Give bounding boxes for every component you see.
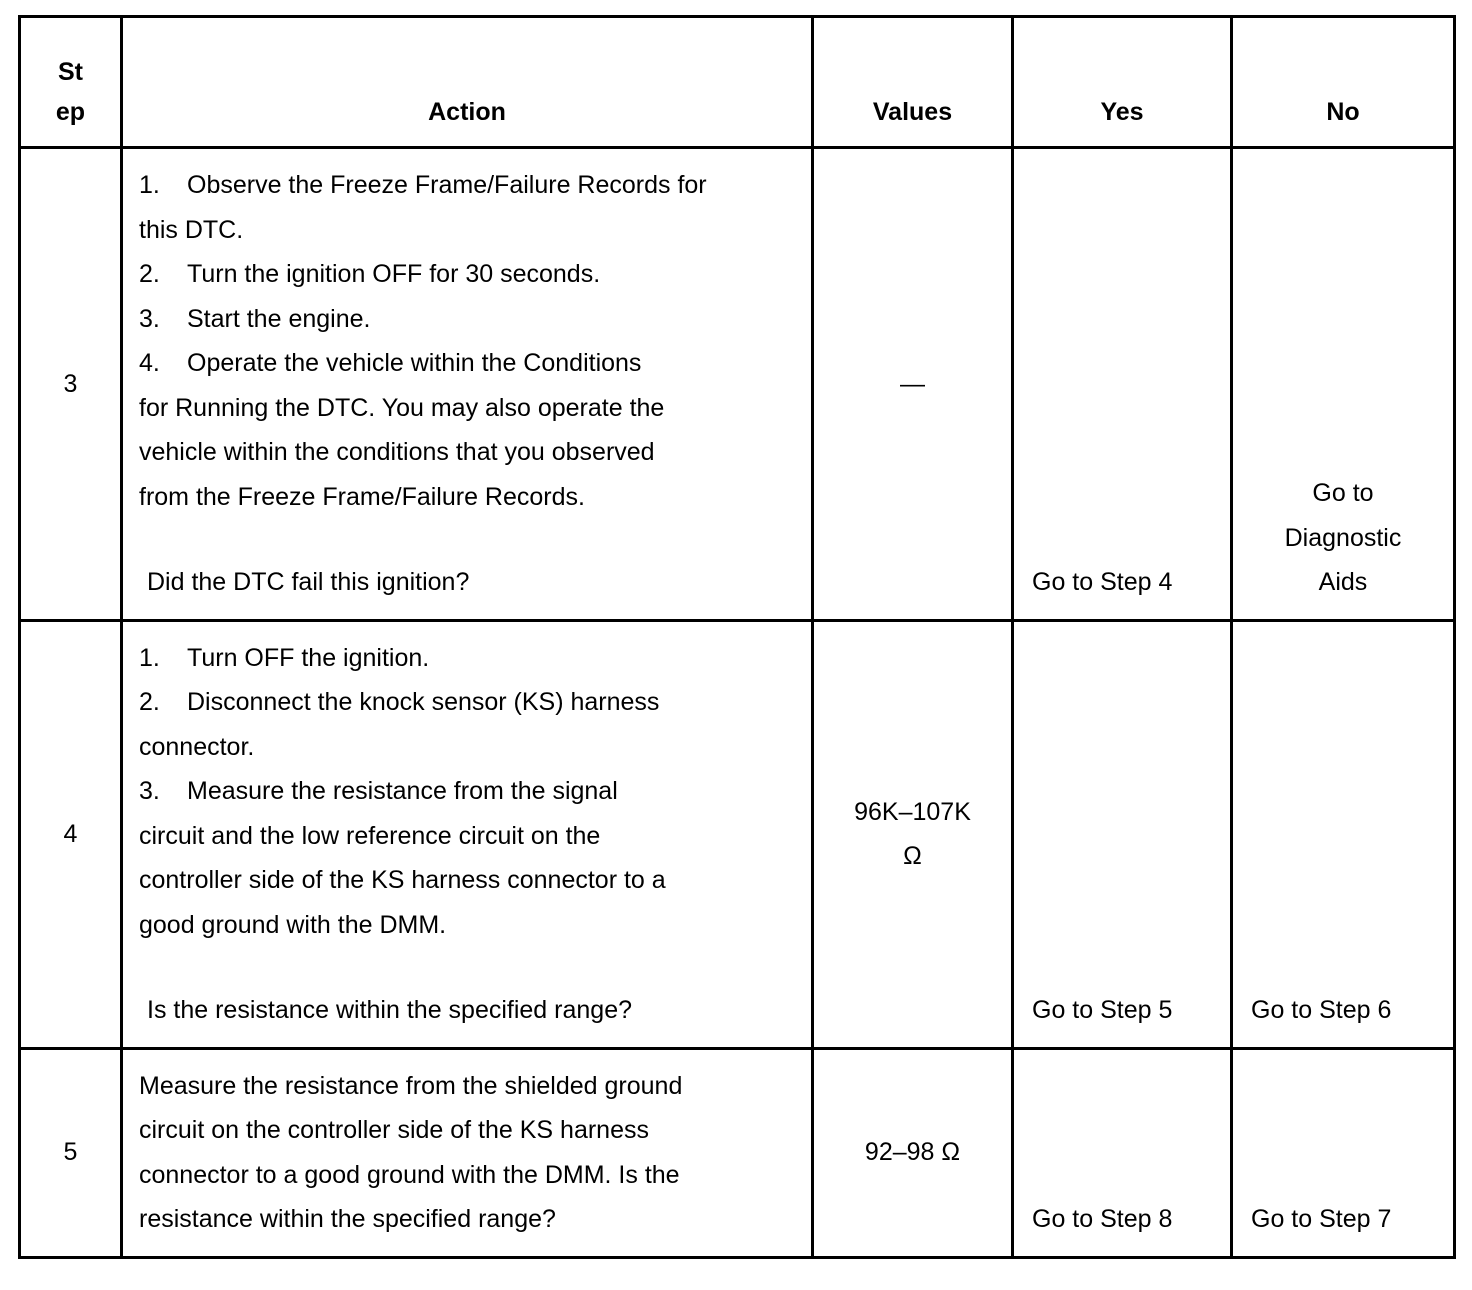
action-line: controller side of the KS harness connector to a	[139, 866, 666, 894]
action-cell	[122, 620, 813, 1048]
table-row	[20, 148, 1455, 621]
yes-cell: Go to Step 8	[1013, 1048, 1232, 1257]
step-number: 5	[20, 1048, 122, 1257]
action-line: 2. Turn the ignition OFF for 30 seconds.	[139, 260, 601, 288]
action-line: connector to a good ground with the DMM. Is the	[139, 1160, 680, 1189]
header-values: Values	[813, 17, 1013, 148]
action-line: 2. Disconnect the knock sensor (KS) harness	[139, 688, 660, 716]
action-line: Measure the resistance from the shielded ground	[139, 1071, 683, 1100]
action-question: Is the resistance within the specified range?	[147, 996, 632, 1024]
value-cell: —	[813, 148, 1013, 621]
action-cell	[122, 1048, 813, 1257]
action-question: Did the DTC fail this ignition?	[147, 568, 470, 596]
table-header-row	[20, 17, 1455, 148]
table-row	[20, 620, 1455, 1048]
value-cell: 96K–107K Ω	[813, 620, 1013, 1048]
action-line: this DTC.	[139, 215, 244, 244]
action-line: 1. Turn OFF the ignition.	[139, 643, 430, 672]
header-step: St ep	[20, 17, 122, 148]
action-line: circuit on the controller side of the KS harness	[139, 1116, 649, 1144]
action-line: 3. Measure the resistance from the signal	[139, 777, 618, 805]
action-line: from the Freeze Frame/Failure Records.	[139, 482, 585, 511]
header-action: Action	[122, 17, 813, 148]
yes-cell: Go to Step 4	[1013, 148, 1232, 621]
action-line: connector.	[139, 732, 255, 761]
action-line: 4. Operate the vehicle within the Conditions	[139, 349, 642, 377]
table-row	[20, 1048, 1455, 1257]
step-number: 3	[20, 148, 122, 621]
header-no: No	[1232, 17, 1455, 148]
action-line: 1. Observe the Freeze Frame/Failure Records for	[139, 171, 707, 199]
no-cell: Go to Step 7	[1232, 1048, 1455, 1257]
action-cell	[122, 148, 813, 621]
action-line: for Running the DTC. You may also operate the	[139, 393, 665, 422]
action-line: good ground with the DMM.	[139, 910, 447, 939]
yes-cell: Go to Step 5	[1013, 620, 1232, 1048]
action-line: resistance within the specified range?	[139, 1205, 556, 1233]
no-cell: Go to Step 6	[1232, 620, 1455, 1048]
no-cell: Go to Diagnostic Aids	[1232, 148, 1455, 621]
step-number: 4	[20, 620, 122, 1048]
header-yes: Yes	[1013, 17, 1232, 148]
action-line: 3. Start the engine.	[139, 304, 371, 333]
action-line: circuit and the low reference circuit on the	[139, 821, 601, 850]
action-line: vehicle within the conditions that you observed	[139, 438, 655, 466]
value-cell: 92–98 Ω	[813, 1048, 1013, 1257]
diagnostic-table	[18, 15, 1456, 1259]
